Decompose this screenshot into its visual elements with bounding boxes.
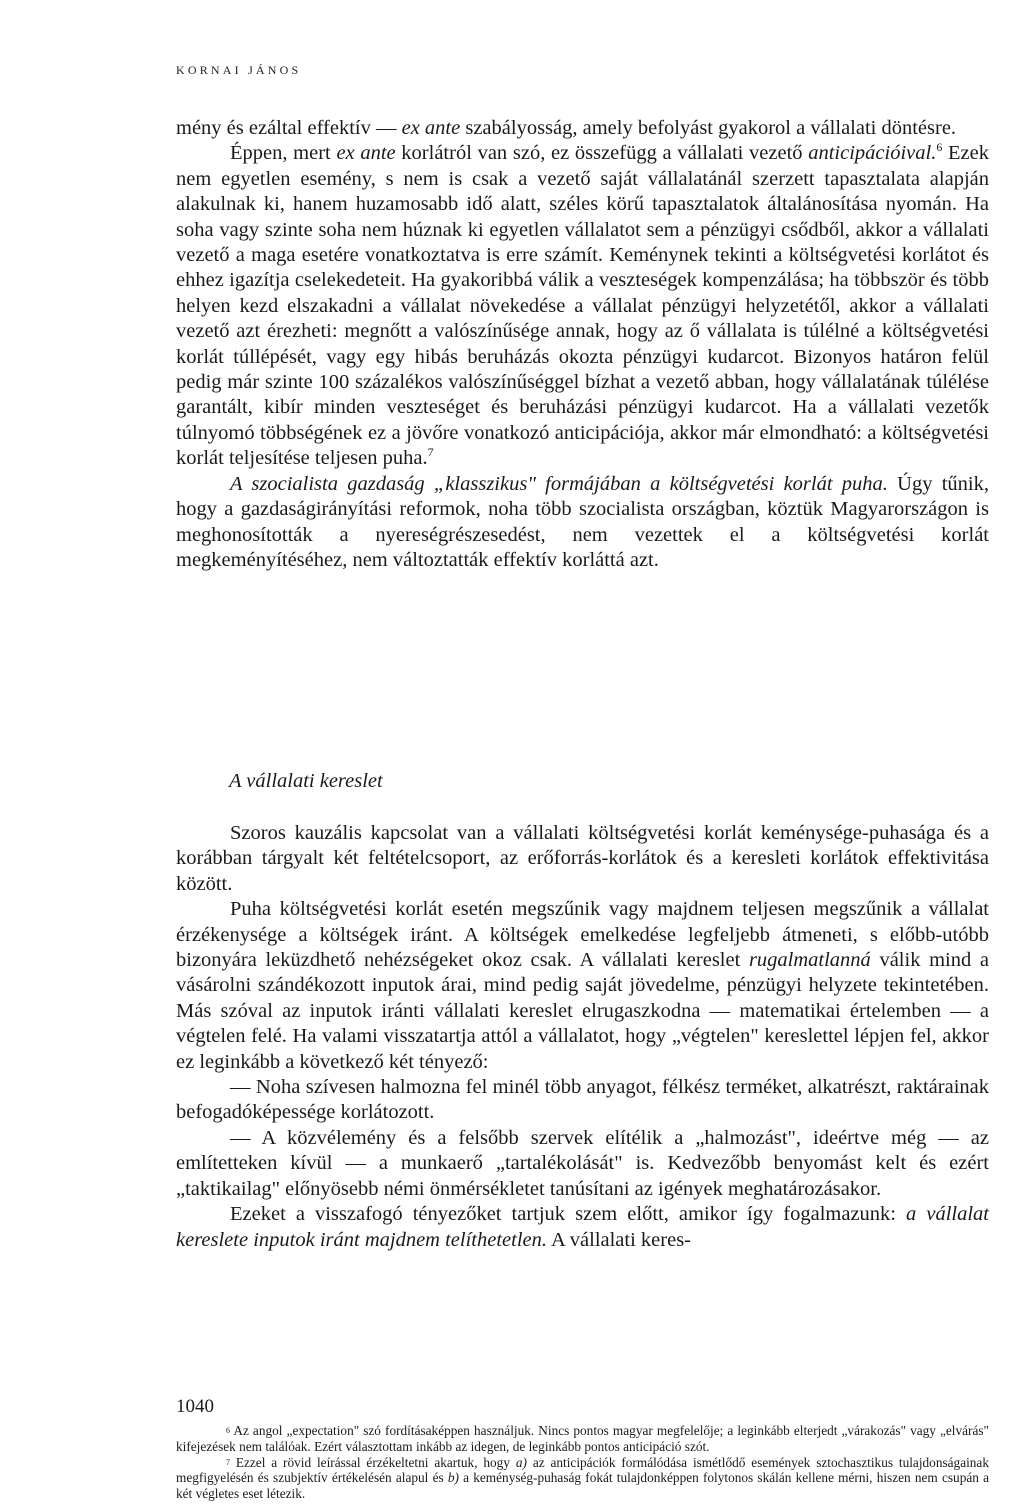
paragraph: [176, 141, 989, 471]
text-run: mény és ezáltal effektív —: [176, 117, 402, 139]
list-item: — A közvélemény és a felsőbb szervek elítélik a „halmozást", ideértve még — az említetteken kívül — a munkaerő „tartalékolását" is. Kedvezőbb benyomást kelt és ezért „taktikailag" előnyösebb némi önmérsékletet tanúsítani az igények meghatározásakor.: [176, 1126, 989, 1200]
text-run: Puha költségvetési korlát esetén megszűnik vagy majdnem teljesen megszűnik a vállalat érzékenysége a költségek iránt. A költségek emelkedése legfeljebb átmeneti, s előbb-utóbb bizonyára leküzdhető nehézségeket okoz csak. A vállalati kereslet: [176, 898, 989, 972]
text-run: A vállalati keres-: [546, 1228, 692, 1251]
footnote-enum: a): [515, 1454, 527, 1470]
section-title: A vállalati kereslet: [229, 770, 383, 792]
paragraph: [176, 1202, 989, 1253]
footnote-text: Az angol „expectation" szó fordításaképpen használjuk. Nincs pontos magyar megfelelője; a leginkább elterjedt „várakozás" vagy „elvárás" kifejezések nem találóak. Ezért választottam inkább az idegen, de leginkább pontos anticipáció szót.: [176, 1423, 989, 1454]
paragraph: [176, 116, 989, 141]
italic-term: anticipációival.: [808, 142, 937, 165]
text-run: Ezeket a visszafogó tényezőket tartjuk szem előtt, amikor így fogalmazunk:: [230, 1203, 907, 1226]
running-head: KORNAI JÁNOS: [176, 63, 302, 77]
footnote-7: [176, 1455, 989, 1502]
footnote-mark: 7: [226, 1457, 230, 1467]
text-run: válik mind a vásárolni szándékozott inputok árai, mind pedig saját jövedelme, pénzügyi helyzete tekintetében. Más szóval az inputok iránti vállalati kereslet elrugaszkodna — matematikai értelemben — a végtelen felé. Ha valami visszatartja attól a vállalatot, hogy „végtelen" kereslettel lépjen fel, akkor ez leginkább a következő két tényező:: [176, 949, 989, 1073]
italic-term: ex ante: [401, 117, 461, 139]
italic-term: ex ante: [336, 142, 396, 165]
footnote-text: a keménység-puhaság fokát tulajdonképpen folytonos skálán kellene mérni, hiszen nem csupán a két végletes eset létezik.: [176, 1470, 990, 1502]
main-text: [176, 116, 989, 573]
text-run: Éppen, mert: [230, 142, 337, 165]
text-run: Ezek nem egyetlen esemény, s nem is csak a vezető saját vállalatánál szerzett tapasztalata alapján alakulnak ki, hanem huzamosabb idő alatt, széles körű tapasztalatok általánosítása nyomán. Ha soha vagy szinte soha nem húznak ki egyetlen vállalatot sem a pénzügyi csődből, akkor a vállalati vezető a maga esetére vonatkoztatva is erre számít. Keménynek tekinti a költségvetési korlátot és ehhez igazítja cselekedeteit. Ha gyakoribbá válik a veszteségek kompenzálása; ha többször és több helyen kezd elszakadni a vállalat növekedése a vállalat pénzügyi helyzetétől, akkor a vállalati vezető azt érezheti: megnőtt a valószínűsége annak, hogy az ő vállalata is túlélné a költségvetési korlát túllépését, vagy egy hibás beruházás okozta pénzügyi kudarcot. Bizonyos határon felül pedig már szinte 100 százalékos valószínűséggel bízhat a vezető abban, hogy vállalatának túlélése garantált, kibír minden veszteséget és beruházási pénzügyi kudarcot. Ha a vállalati vezetők túlnyomó többségének ez a jövőre vonatkozó anticipációja, akkor már elmondható: a költségvetési korlát teljesítése teljesen puha.: [176, 142, 989, 470]
footnote-6: [176, 1423, 989, 1455]
footnote-mark: 6: [226, 1426, 230, 1435]
footnote-text: az anticipációk formálódása ismétlődő események sztochasztikus tulajdonságainak megfigyelésén és szubjektív értékelésén alapul és: [176, 1454, 989, 1486]
footnote-enum: b): [447, 1470, 459, 1486]
paragraph: [176, 897, 989, 1075]
section-text: [176, 821, 989, 1253]
italic-thesis: a vállalat kereslete inputok iránt majdnem telíthetetlen.: [176, 1203, 989, 1251]
text-run: korlátról van szó, ez összefügg a vállalati vezető: [395, 142, 809, 165]
italic-term: rugalmatlanná: [748, 949, 871, 972]
footnote-text: Ezzel a rövid leírással érzékeltetni akartuk, hogy: [230, 1454, 516, 1470]
page-number: 1040: [176, 1396, 214, 1417]
footnote-reference[interactable]: 7: [427, 445, 434, 460]
paragraph: [176, 472, 989, 574]
footnote-reference[interactable]: 6: [936, 140, 943, 155]
list-item: — Noha szívesen halmozna fel minél több anyagot, félkész terméket, alkatrészt, raktárainak befogadóképessége korlátozott.: [176, 1076, 989, 1124]
paragraph: Szoros kauzális kapcsolat van a vállalati költségvetési korlát keménysége-puhasága és a korábban tárgyalt két feltételcsoport, az erőforrás-korlátok és a keresleti korlátok effektivitása között.: [176, 822, 989, 895]
text-run: szabályosság, amely befolyást gyakorol a vállalati döntésre.: [460, 117, 957, 139]
footnotes: [176, 1423, 989, 1502]
text-run: Úgy tűnik, hogy a gazdaságirányítási reformok, noha több szocialista országban, köztük Magyarországon is meghonosították a nyereségrészesedést, nem vezettek el a költségvetési korlát megkeményítéséhez, nem változtatták effektív korláttá azt.: [176, 472, 989, 571]
italic-thesis: A szocialista gazdaság „klasszikus" formájában a költségvetési korlát puha.: [230, 472, 888, 495]
